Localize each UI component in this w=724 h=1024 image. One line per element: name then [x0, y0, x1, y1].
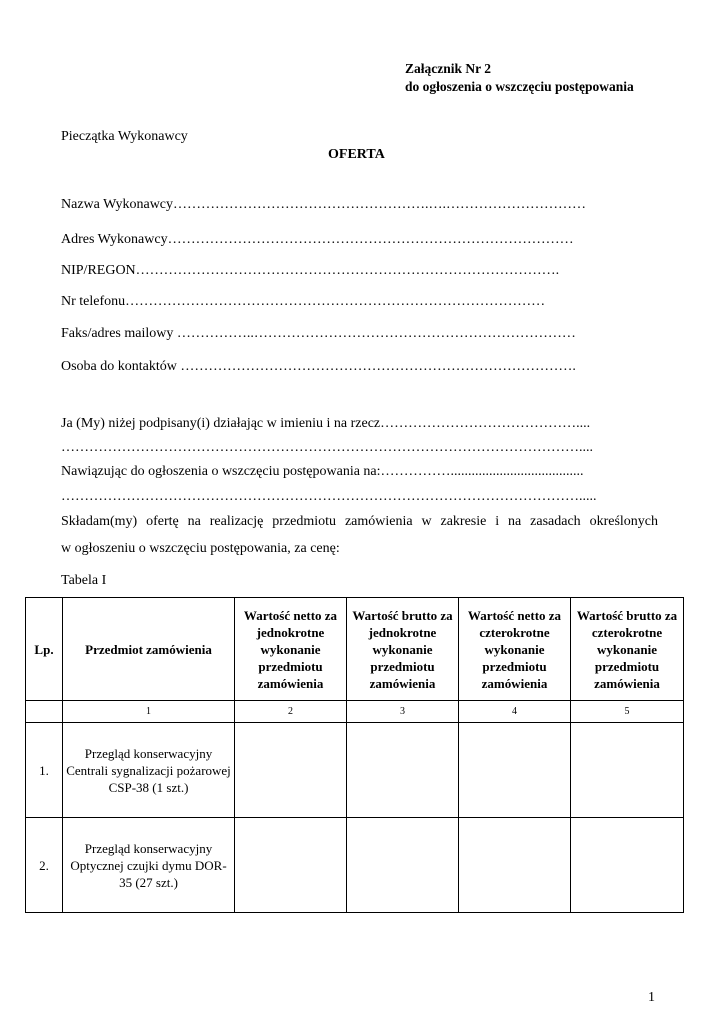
field-dots: ……………………………………………………………………………… [125, 294, 546, 309]
field-dots: ………………………………………………………………………………. [135, 263, 560, 278]
column-number: 5 [571, 701, 684, 723]
field-label: NIP/REGON [61, 263, 136, 278]
column-number: 1 [63, 701, 235, 723]
header-gross-quadruple: Wartość brutto za czterokrotne wykonanie przedmiotu zamówienia [571, 598, 684, 701]
row-lp: 1. [26, 723, 63, 818]
table-header-row [26, 598, 684, 701]
field-label: Nazwa Wykonawcy [61, 197, 174, 212]
page-number: 1 [648, 990, 655, 1005]
field-label: Osoba do kontaktów [61, 359, 177, 374]
field-contractor-address[interactable] [61, 232, 574, 248]
declaration-line-4[interactable]: …………………………………………………………………………………………………..... [61, 489, 597, 504]
attachment-subtitle: do ogłoszenia o wszczęciu postępowania [405, 79, 634, 94]
field-label: Adres Wykonawcy [61, 232, 168, 247]
field-label: Nr telefonu [61, 294, 126, 309]
value-cell[interactable] [235, 723, 347, 818]
field-phone[interactable] [61, 294, 545, 310]
offer-statement-line-2: w ogłoszeniu o wszczęciu postępowania, za cenę: [61, 541, 340, 556]
attachment-number: Załącznik Nr 2 [405, 61, 492, 76]
header-net-single: Wartość netto za jednokrotne wykonanie przedmiotu zamówienia [235, 598, 347, 701]
row-item: Przegląd konserwacyjny Centrali sygnalizacji pożarowej CSP-38 (1 szt.) [63, 723, 235, 818]
value-cell[interactable] [459, 818, 571, 913]
value-cell[interactable] [459, 723, 571, 818]
declaration-line-2[interactable]: ………………………………………………………………………………………………….... [61, 440, 593, 455]
declaration-text: Nawiązując do ogłoszenia o wszczęciu postępowania na: [61, 464, 381, 479]
row-lp: 2. [26, 818, 63, 913]
header-item: Przedmiot zamówienia [63, 598, 235, 701]
page-title: OFERTA [328, 147, 385, 162]
value-cell[interactable] [347, 723, 459, 818]
field-nip-regon[interactable] [61, 263, 559, 279]
field-fax-email[interactable] [61, 326, 576, 342]
column-number: 4 [459, 701, 571, 723]
field-dots: ……………..…………………………………………………………… [173, 326, 576, 341]
offer-table [25, 597, 684, 913]
contractor-stamp-label: Pieczątka Wykonawcy [61, 129, 188, 144]
declaration-text: Ja (My) niżej podpisany(i) działając w imieniu i na rzecz [61, 416, 381, 431]
field-label: Faks/adres mailowy [61, 326, 174, 341]
column-number: 3 [347, 701, 459, 723]
declaration-dots: …………………………………….... [380, 416, 591, 431]
table-row [26, 818, 684, 913]
declaration-line-3[interactable] [61, 464, 584, 480]
declaration-line-1[interactable] [61, 416, 590, 432]
table-row [26, 723, 684, 818]
value-cell[interactable] [347, 818, 459, 913]
row-item: Przegląd konserwacyjny Optycznej czujki dymu DOR-35 (27 szt.) [63, 818, 235, 913]
column-number: 2 [235, 701, 347, 723]
value-cell[interactable] [571, 723, 684, 818]
field-contact-person[interactable] [61, 359, 576, 375]
value-cell[interactable] [235, 818, 347, 913]
value-cell[interactable] [571, 818, 684, 913]
header-lp: Lp. [26, 598, 63, 701]
column-number-row [26, 701, 684, 723]
field-dots: …………………………………………………………………………. [176, 359, 576, 374]
header-net-quadruple: Wartość netto za czterokrotne wykonanie przedmiotu zamówienia [459, 598, 571, 701]
field-dots: ……………………………………………….….………………………… [173, 197, 587, 212]
header-gross-single: Wartość brutto za jednokrotne wykonanie przedmiotu zamówienia [347, 598, 459, 701]
field-dots: …………………………………………………………………………… [167, 232, 574, 247]
table-label: Tabela I [61, 573, 107, 588]
field-contractor-name[interactable] [61, 197, 586, 213]
offer-statement-line-1: Składam(my) ofertę na realizację przedmiotu zamówienia w zakresie i na zasadach określonych [61, 514, 658, 529]
column-number [26, 701, 63, 723]
declaration-dots: ……………...................................... [380, 464, 584, 479]
